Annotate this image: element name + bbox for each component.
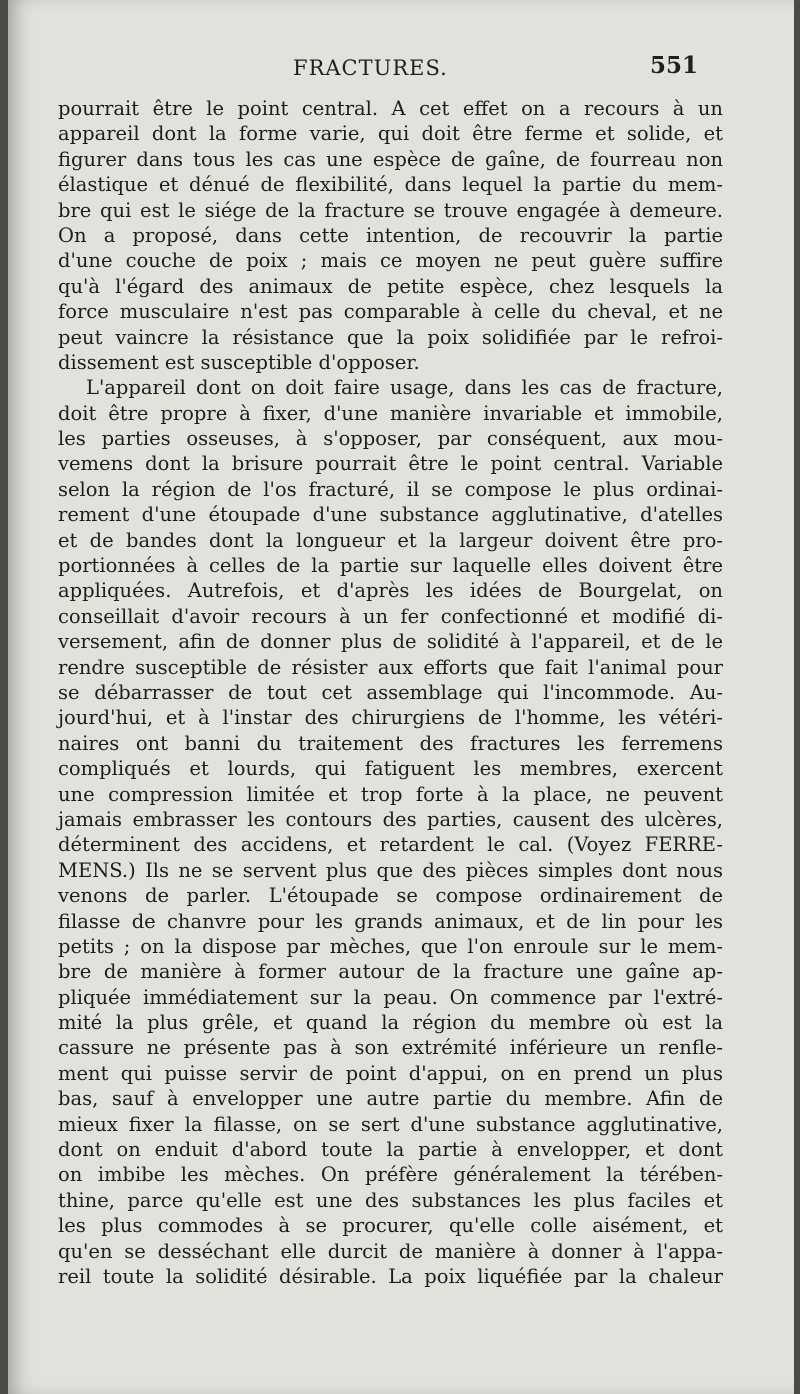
text-line: dissement est susceptible d'opposer. — [58, 350, 420, 374]
text-line: bre qui est le siége de la fracture se trouve engagée à demeure. — [58, 198, 723, 222]
text-line: force musculaire n'est pas comparable à celle du cheval, et ne — [58, 300, 723, 324]
text-line: peut vaincre la résistance que la poix solidifiée par le refroi- — [58, 325, 723, 349]
text-line: les parties osseuses, à s'opposer, par conséquent, aux mou- — [58, 427, 723, 451]
text-line: MENS.) Ils ne se servent plus que des pièces simples dont nous — [58, 858, 723, 882]
text-line: pourrait être le point central. A cet effet on a recours à un — [58, 97, 723, 120]
text-line: élastique et dénué de flexibilité, dans lequel la partie du mem- — [58, 173, 723, 197]
text-line: On a proposé, dans cette intention, de recouvrir la partie — [58, 223, 723, 247]
text-line: qu'à l'égard des animaux de petite espèce, chez lesquels la — [58, 274, 723, 298]
text-line: on imbibe les mèches. On préfère généralement la térében- — [58, 1163, 723, 1187]
text-line: rement d'une étoupade d'une substance agglutinative, d'atelles — [58, 503, 723, 527]
text-line: compliqués et lourds, qui fatiguent les membres, exercent — [58, 757, 723, 781]
text-line: figurer dans tous les cas une espèce de gaîne, de fourreau non — [58, 147, 723, 171]
book-page — [8, 0, 794, 1394]
text-line: venons de parler. L'étoupade se compose ordinairement de — [58, 884, 723, 908]
text-line: mité la plus grêle, et quand la région du membre où est la — [58, 1011, 723, 1035]
text-line: filasse de chanvre pour les grands animaux, et de lin pour les — [58, 909, 723, 933]
text-line: déterminent des accidens, et retardent le cal. (Voyez FERRE- — [58, 833, 723, 857]
text-line: selon la région de l'os fracturé, il se compose le plus ordinai- — [58, 477, 723, 501]
text-line: thine, parce qu'elle est une des substances les plus faciles et — [58, 1188, 723, 1212]
text-line: les plus commodes à se procurer, qu'elle colle aisément, et — [58, 1214, 723, 1238]
text-line: d'une couche de poix ; mais ce moyen ne peut guère suffire — [58, 249, 723, 273]
text-line: jamais embrasser les contours des parties, causent des ulcères, — [58, 807, 723, 831]
text-line: et de bandes dont la longueur et la largeur doivent être pro- — [58, 528, 723, 552]
page-number: 551 — [650, 52, 699, 79]
text-line: rendre susceptible de résister aux efforts que fait l'animal pour — [58, 655, 723, 679]
text-line: conseillait d'avoir recours à un fer confectionné et modifié di- — [58, 604, 723, 628]
running-title: FRACTURES. — [293, 56, 448, 80]
text-line: une compression limitée et trop forte à la place, ne peuvent — [58, 782, 723, 806]
text-line: doit être propre à fixer, d'une manière invariable et immobile, — [58, 401, 723, 425]
body-text — [58, 96, 723, 1289]
text-line: naires ont banni du traitement des fractures les ferremens — [58, 731, 723, 755]
text-line: pliquée immédiatement sur la peau. On commence par l'extré- — [58, 985, 723, 1009]
text-line: qu'en se desséchant elle durcit de manière à donner à l'appa- — [58, 1239, 723, 1263]
text-line: cassure ne présente pas à son extrémité inférieure un renfle- — [58, 1036, 723, 1060]
text-line: se débarrasser de tout cet assemblage qui l'incommode. Au- — [58, 680, 723, 704]
text-line: vemens dont la brisure pourrait être le point central. Variable — [58, 452, 723, 476]
text-line: reil toute la solidité désirable. La poix liquéfiée par la chaleur — [58, 1264, 723, 1288]
text-line: jourd'hui, et à l'instar des chirurgiens de l'homme, les vétéri- — [58, 706, 723, 730]
text-line: L'appareil dont on doit faire usage, dans les cas de fracture, — [86, 376, 723, 400]
text-line: appliquées. Autrefois, et d'après les idées de Bourgelat, on — [58, 579, 723, 603]
text-line: bre de manière à former autour de la fracture une gaîne ap- — [58, 960, 723, 984]
text-line: bas, sauf à envelopper une autre partie du membre. Afin de — [58, 1087, 723, 1111]
text-line: petits ; on la dispose par mèches, que l'on enroule sur le mem- — [58, 934, 723, 958]
text-line: dont on enduit d'abord toute la partie à envelopper, et dont — [58, 1138, 723, 1162]
text-line: appareil dont la forme varie, qui doit être ferme et solide, et — [58, 122, 723, 146]
text-line: ment qui puisse servir de point d'appui, on en prend un plus — [58, 1061, 723, 1085]
text-line: versement, afin de donner plus de solidité à l'appareil, et de le — [58, 630, 723, 654]
page-header — [8, 52, 794, 86]
text-line: mieux fixer la filasse, on se sert d'une substance agglutinative, — [58, 1112, 723, 1136]
text-line: portionnées à celles de la partie sur laquelle elles doivent être — [58, 554, 723, 578]
